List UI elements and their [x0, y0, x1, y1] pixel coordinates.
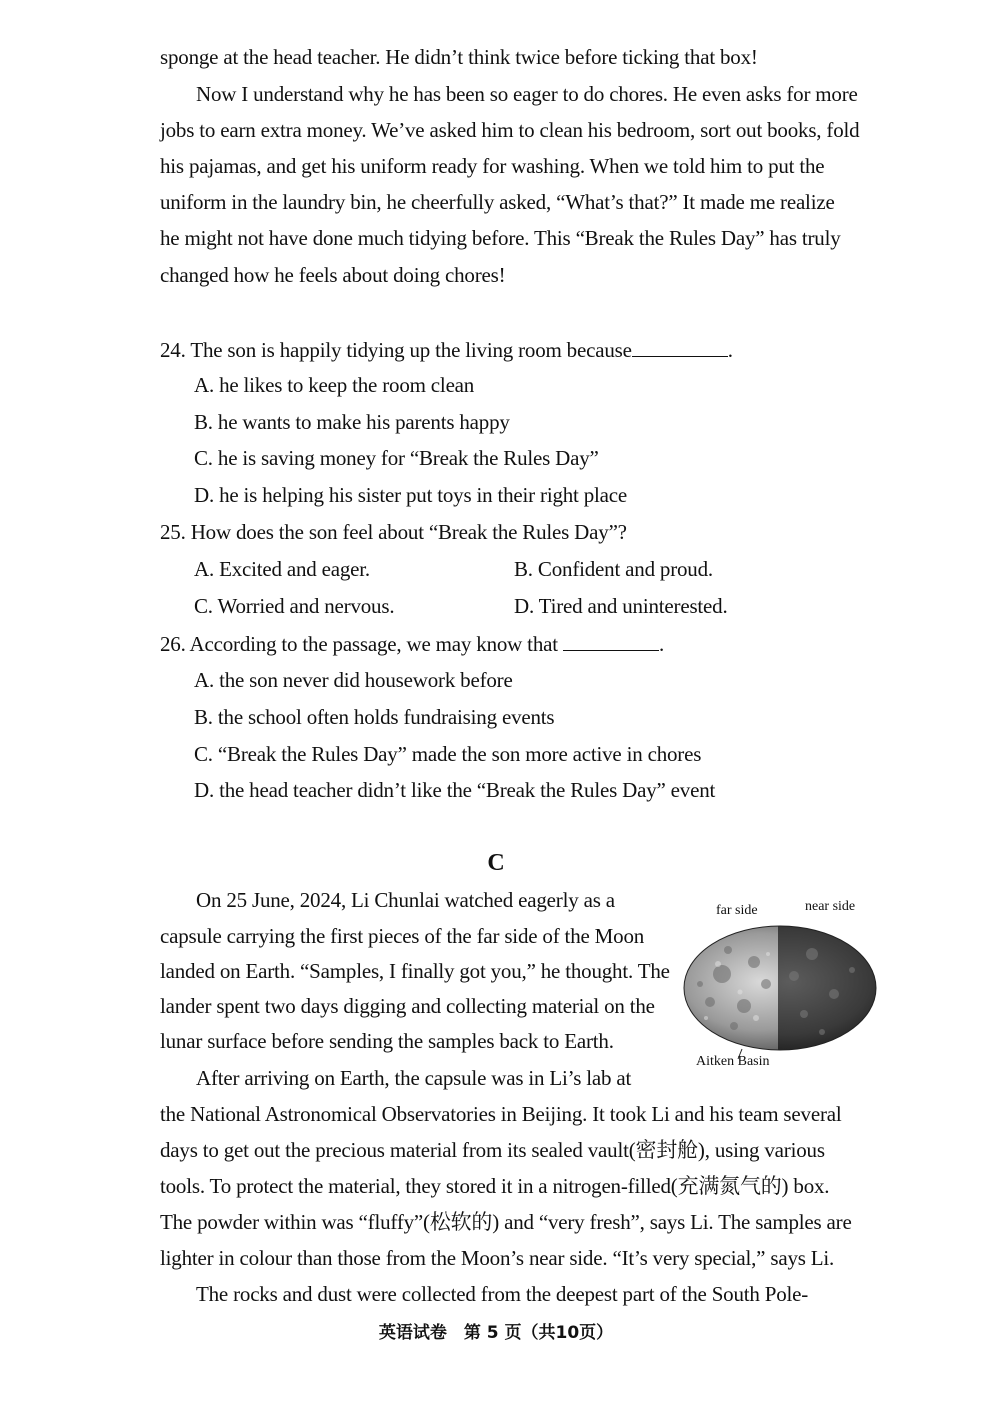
page-footer: 英语试卷 第 5 页（共10页）	[378, 1323, 614, 1343]
stem-end: .	[658, 632, 664, 656]
passage-line: tools. To protect the material, they stored it in a nitrogen-filled(充满氮气的) box.	[160, 1174, 830, 1198]
moon-image	[682, 914, 882, 1074]
passage-line: On 25 June, 2024, Li Chunlai watched eagerly as a	[196, 888, 615, 912]
option-d[interactable]: D. he is helping his sister put toys in their right place	[194, 483, 628, 507]
passage-line: lunar surface before sending the samples back to Earth.	[160, 1029, 614, 1053]
option-a[interactable]: A. Excited and eager.	[194, 557, 370, 581]
option-d[interactable]: D. Tired and uninterested.	[514, 594, 728, 618]
question-stem-text: 24. The son is happily tidying up the living room because	[160, 338, 632, 362]
near-side-label: near side	[805, 899, 856, 914]
far-side-label: far side	[716, 903, 758, 918]
question-26-stem	[160, 631, 664, 657]
section-heading: C	[487, 850, 505, 876]
passage-line: The powder within was “fluffy”(松软的) and “very fresh”, says Li. The samples are	[160, 1210, 852, 1234]
passage-line: days to get out the precious material from its sealed vault(密封舱), using various	[160, 1138, 825, 1162]
option-a[interactable]: A. the son never did housework before	[194, 668, 513, 692]
question-stem-text: 26. According to the passage, we may know that	[160, 632, 558, 656]
option-b[interactable]: B. he wants to make his parents happy	[194, 410, 510, 434]
option-b[interactable]: B. the school often holds fundraising events	[194, 705, 555, 729]
passage-line: changed how he feels about doing chores!	[160, 263, 506, 287]
option-b[interactable]: B. Confident and proud.	[514, 557, 713, 581]
option-a[interactable]: A. he likes to keep the room clean	[194, 373, 475, 397]
option-c[interactable]: C. Worried and nervous.	[194, 594, 395, 618]
answer-blank[interactable]	[632, 338, 728, 357]
passage-line: he might not have done much tidying before. This “Break the Rules Day” has truly	[160, 226, 841, 250]
passage-line: lander spent two days digging and collecting material on the	[160, 994, 655, 1018]
passage-line: Now I understand why he has been so eager to do chores. He even asks for more	[196, 82, 858, 106]
aitken-basin-label: Aitken Basin	[696, 1054, 770, 1069]
answer-blank[interactable]	[563, 632, 659, 651]
passage-line: sponge at the head teacher. He didn’t think twice before ticking that box!	[160, 45, 758, 69]
passage-line: his pajamas, and get his uniform ready for washing. When we told him to put the	[160, 154, 825, 178]
option-c[interactable]: C. he is saving money for “Break the Rules Day”	[194, 446, 599, 470]
passage-line: uniform in the laundry bin, he cheerfully asked, “What’s that?” It made me realize	[160, 190, 835, 214]
passage-line: lighter in colour than those from the Moon’s near side. “It’s very special,” says Li.	[160, 1246, 835, 1270]
passage-line: jobs to earn extra money. We’ve asked him to clean his bedroom, sort out books, fold	[160, 118, 860, 142]
passage-line: the National Astronomical Observatories in Beijing. It took Li and his team several	[160, 1102, 842, 1126]
moon-figure	[682, 894, 882, 1074]
stem-end: .	[727, 338, 733, 362]
option-d[interactable]: D. the head teacher didn’t like the “Break the Rules Day” event	[194, 778, 716, 802]
passage-line: capsule carrying the first pieces of the far side of the Moon	[160, 924, 645, 948]
question-24-stem	[160, 337, 733, 363]
passage-line: The rocks and dust were collected from the deepest part of the South Pole-	[196, 1282, 809, 1306]
passage-line: landed on Earth. “Samples, I finally got you,” he thought. The	[160, 959, 670, 983]
passage-line: After arriving on Earth, the capsule was in Li’s lab at	[196, 1066, 632, 1090]
question-25-stem: 25. How does the son feel about “Break the Rules Day”?	[160, 520, 627, 544]
option-c[interactable]: C. “Break the Rules Day” made the son more active in chores	[194, 742, 702, 766]
